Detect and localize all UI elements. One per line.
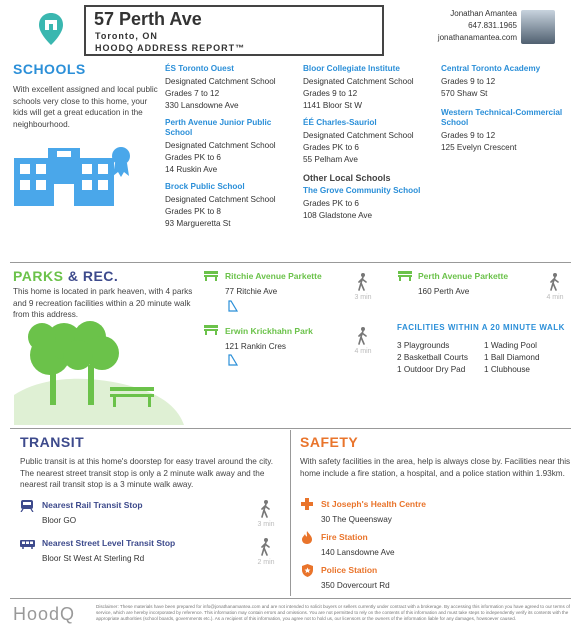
facilities-left (397, 340, 468, 376)
transit-stop-detail: Bloor GO (42, 516, 77, 525)
other-schools-heading: Other Local Schools (303, 173, 391, 183)
school-item (441, 108, 571, 154)
agent-photo (521, 10, 555, 44)
divider (10, 262, 571, 263)
school-item (303, 118, 433, 166)
walk-time: 3 min (354, 294, 372, 301)
walk-time: 4 min (354, 348, 372, 355)
walk-time: 3 min (257, 521, 275, 528)
school-pin-icon (38, 12, 64, 46)
school-address: 14 Ruskin Ave (165, 165, 218, 174)
school-item (165, 182, 295, 230)
facility-item: 1 Outdoor Dry Pad (397, 365, 466, 374)
park-name[interactable]: Perth Avenue Parkette (418, 271, 509, 281)
park-name[interactable]: Erwin Krickhahn Park (225, 326, 313, 336)
train-icon (20, 500, 34, 512)
facility-item: 1 Wading Pool (484, 341, 537, 350)
police-badge-icon (302, 564, 313, 577)
school-address: 93 Margueretta St (165, 219, 231, 228)
walk-icon (260, 538, 272, 556)
divider (10, 428, 571, 429)
school-item (441, 64, 571, 100)
school-grades: Grades 9 to 12 (441, 77, 496, 86)
report-label: HOODQ ADDRESS REPORT™ (95, 43, 246, 53)
park-address: 77 Ritchie Ave (225, 287, 278, 296)
bench-icon (204, 271, 218, 281)
school-type: Designated Catchment School (165, 195, 276, 204)
facilities-right (484, 340, 540, 376)
bench-icon (398, 271, 412, 281)
school-building-icon (14, 146, 136, 208)
transit-title: TRANSIT (20, 434, 85, 450)
agent-info (438, 8, 517, 44)
transit-stop-name[interactable]: Nearest Rail Transit Stop (42, 500, 143, 510)
school-address: 125 Evelyn Crescent (441, 143, 517, 152)
school-item (303, 64, 433, 112)
parks-intro: This home is located in park heaven, with 4 parks and 9 recreation facilities within a 20 minute walk from this address. (13, 287, 193, 319)
walk-icon (260, 500, 272, 518)
hospital-icon (301, 498, 313, 510)
city-label: Toronto, ON (95, 31, 158, 41)
school-address: 1141 Bloor St W (303, 101, 363, 110)
school-item (165, 64, 295, 112)
schools-intro: With excellent assigned and local public schools very close to this home, your kids will get a great education in the neighbourhood. (13, 85, 158, 129)
agent-phone[interactable]: 647.831.1965 (468, 21, 517, 30)
school-address: 108 Gladstone Ave (303, 211, 373, 220)
slide-icon (228, 354, 238, 366)
safety-facility-name[interactable]: Police Station (321, 565, 378, 575)
fire-icon (302, 531, 312, 544)
school-column-1 (165, 64, 295, 230)
school-item (165, 118, 295, 176)
slide-icon (228, 300, 238, 312)
school-item (303, 186, 433, 222)
school-name[interactable]: Brock Public School (165, 182, 245, 191)
walk-icon (357, 273, 369, 291)
school-type: Designated Catchment School (165, 141, 276, 150)
hoodq-logo: HoodQ (13, 604, 76, 624)
safety-facility-address: 140 Lansdowne Ave (321, 548, 395, 557)
walk-icon (549, 273, 561, 291)
bench-icon (204, 325, 218, 335)
safety-facility-name[interactable]: Fire Station (321, 532, 368, 542)
school-name[interactable]: Central Toronto Academy (441, 64, 541, 73)
school-name[interactable]: The Grove Community School (303, 186, 421, 195)
walk-icon (357, 327, 369, 345)
parks-title-b: & REC. (67, 268, 119, 284)
school-grades: Grades PK to 6 (303, 143, 359, 152)
agent-name: Jonathan Amantea (450, 9, 517, 18)
facility-item: 2 Basketball Courts (397, 353, 468, 362)
school-type: Designated Catchment School (303, 131, 414, 140)
park-address: 121 Rankin Cres (225, 342, 286, 351)
school-grades: Grades PK to 8 (165, 207, 221, 216)
school-name[interactable]: ÉS Toronto Ouest (165, 64, 234, 73)
safety-facility-name[interactable]: St Joseph's Health Centre (321, 499, 426, 509)
streetcar-icon (20, 539, 35, 549)
school-address: 570 Shaw St (441, 89, 488, 98)
parks-title-a: PARKS (13, 268, 64, 284)
disclaimer: Disclaimer: These materials have been prepared for info@jonathanamantea.com and are not intended to solicit buyers or sellers currently under contract with a brokerage. By accessing this information you have agreed to our terms of service, which are hereby incorporated by reference. This information may contain errors and omissions. You are not permitted to rely on the contents of this information and must take steps to independently verify its contents with the appropriate authorities (school boards, governments etc.). As a recipient of this information, you agree not to hold us, our licensors or the owners of the information liable for any damages, howsoever caused. (96, 604, 570, 621)
safety-facility-address: 350 Dovercourt Rd (321, 581, 390, 590)
agent-site[interactable]: jonathanamantea.com (437, 33, 517, 42)
school-name[interactable]: Bloor Collegiate Institute (303, 64, 400, 73)
school-type: Designated Catchment School (303, 77, 414, 86)
school-address: 330 Lansdowne Ave (165, 101, 239, 110)
school-name[interactable]: Perth Avenue Junior Public School (165, 118, 272, 137)
school-grades: Grades 9 to 12 (303, 89, 358, 98)
school-grades: Grades 7 to 12 (165, 89, 220, 98)
school-grades: Grades PK to 6 (303, 199, 359, 208)
address-title: 57 Perth Ave (94, 9, 202, 29)
safety-facility-address: 30 The Queensway (321, 515, 392, 524)
school-grades: Grades PK to 6 (165, 153, 221, 162)
safety-intro: With safety facilities in the area, help is always close by. Facilities near this home include a fire station, a hospital, and a police station within 1.93km. (300, 457, 571, 478)
park-name[interactable]: Ritchie Avenue Parkette (225, 271, 322, 281)
school-type: Designated Catchment School (165, 77, 276, 86)
facility-item: 1 Ball Diamond (484, 353, 540, 362)
transit-intro: Public transit is at this home's doorstep for easy travel around the city. The nearest street transit stop is only a 2 minute walk away and the nearest rail transit stop is a 3 minute walk away. (20, 457, 274, 489)
safety-title: SAFETY (300, 434, 359, 450)
schools-title: SCHOOLS (13, 61, 86, 77)
school-grades: Grades 9 to 12 (441, 131, 496, 140)
school-column-3 (441, 64, 571, 154)
school-address: 55 Pelham Ave (303, 155, 358, 164)
transit-stop-name[interactable]: Nearest Street Level Transit Stop (42, 538, 176, 548)
walk-time: 4 min (546, 294, 564, 301)
divider-vertical (290, 430, 291, 596)
park-trees-icon (14, 315, 184, 425)
walk-time: 2 min (257, 559, 275, 566)
facility-item: 1 Clubhouse (484, 365, 530, 374)
facility-item: 3 Playgrounds (397, 341, 450, 350)
school-column-2 (303, 64, 433, 222)
parks-title (13, 268, 118, 284)
school-name[interactable]: Western Technical-Commercial School (441, 108, 563, 127)
park-address: 160 Perth Ave (418, 287, 470, 296)
facilities-heading: FACILITIES WITHIN A 20 MINUTE WALK (397, 323, 565, 332)
school-name[interactable]: ÉÉ Charles-Sauriol (303, 118, 377, 127)
divider (10, 598, 571, 599)
transit-stop-detail: Bloor St West At Sterling Rd (42, 554, 145, 563)
